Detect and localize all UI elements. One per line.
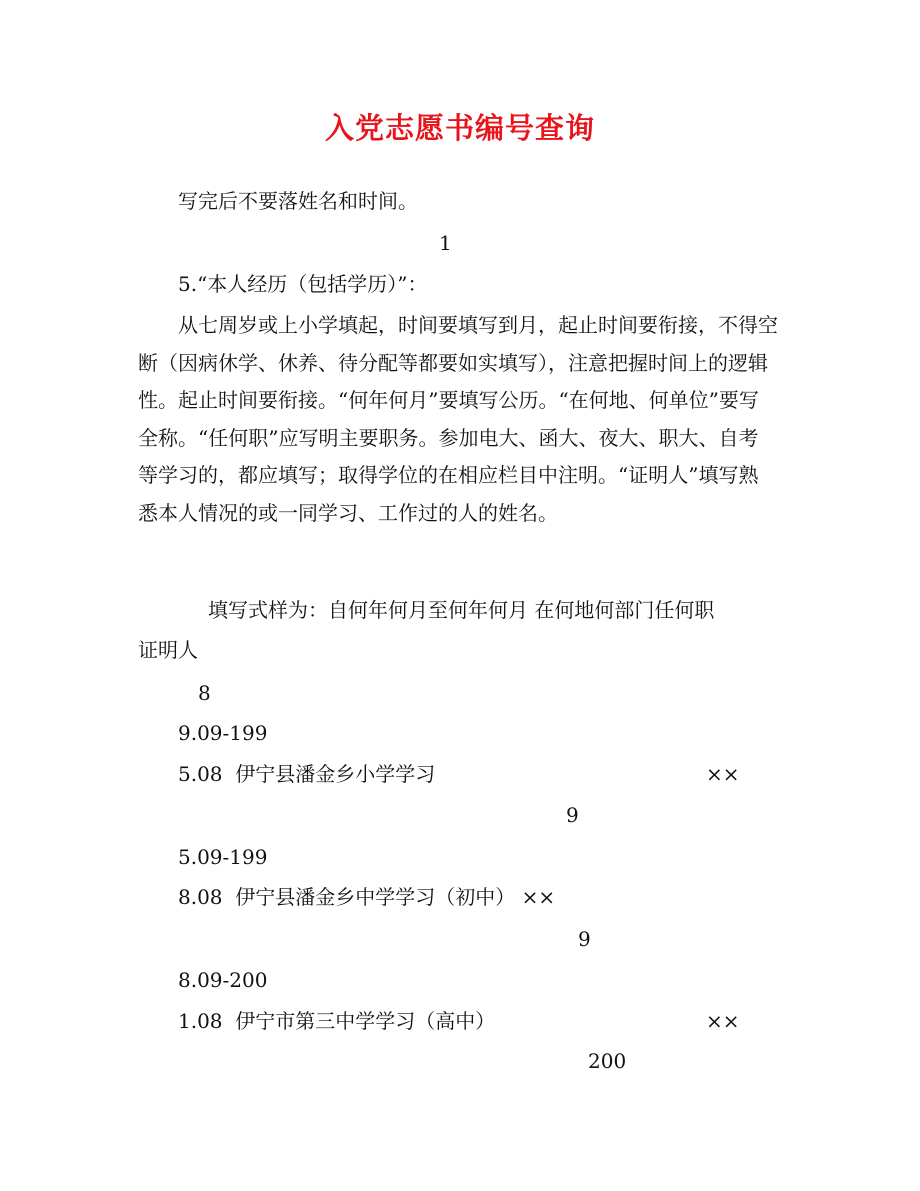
entry-end-date: 8.08 — [178, 885, 223, 909]
entry-date-range: 8.09-200 — [178, 968, 268, 992]
entry-end-date: 1.08 — [178, 1009, 223, 1033]
entry-date-range: 9.09-199 — [178, 721, 268, 745]
entry-post-fragment: 9 — [566, 803, 579, 827]
entry-row — [178, 882, 555, 912]
entry-witness: ×× — [706, 1009, 740, 1033]
entry-row — [178, 1006, 740, 1036]
document-title: 入党志愿书编号查询 — [324, 111, 595, 145]
entry-description: 伊宁县潘金乡中学学习（初中） — [235, 885, 516, 909]
body-paragraph: 从七周岁或上小学填起，时间要填写到月，起止时间要衔接，不得空断（因病休学、休养、待分配等都要如实填写），注意把握时间上的逻辑性。起止时间要衔接。“何年何月”要填写公历。“在何地、何单位”要写全称。“任何职”应写明主要职务。参加电大、函大、夜大、职大、自考等学习的，都应填写；取得学位的在相应栏目中注明。“证明人”填写熟悉本人情况的或一同学习、工作过的人的姓名。 — [138, 313, 778, 525]
entry-pre-fragment: 8 — [198, 681, 211, 705]
entry-row — [178, 759, 740, 789]
entry-description: 伊宁县潘金乡小学学习 — [235, 762, 436, 786]
intro-line: 写完后不要落姓名和时间。 — [178, 189, 418, 213]
entry-date-range: 5.09-199 — [178, 845, 268, 869]
entry-witness: ×× — [521, 885, 556, 909]
entry-post-fragment: 200 — [588, 1049, 627, 1073]
entry-witness: ×× — [706, 762, 740, 786]
format-line-continuation: 证明人 — [138, 638, 198, 662]
entry-description: 伊宁市第三中学学习（高中） — [235, 1009, 496, 1033]
format-line: 填写式样为：自何年何月至何年何月 在何地何部门任何职 — [208, 598, 715, 622]
page-marker: 1 — [439, 231, 452, 255]
entry-end-date: 5.08 — [178, 762, 223, 786]
section-heading: 5.“本人经历（包括学历）”： — [178, 272, 428, 296]
entry-post-fragment: 9 — [578, 927, 591, 951]
